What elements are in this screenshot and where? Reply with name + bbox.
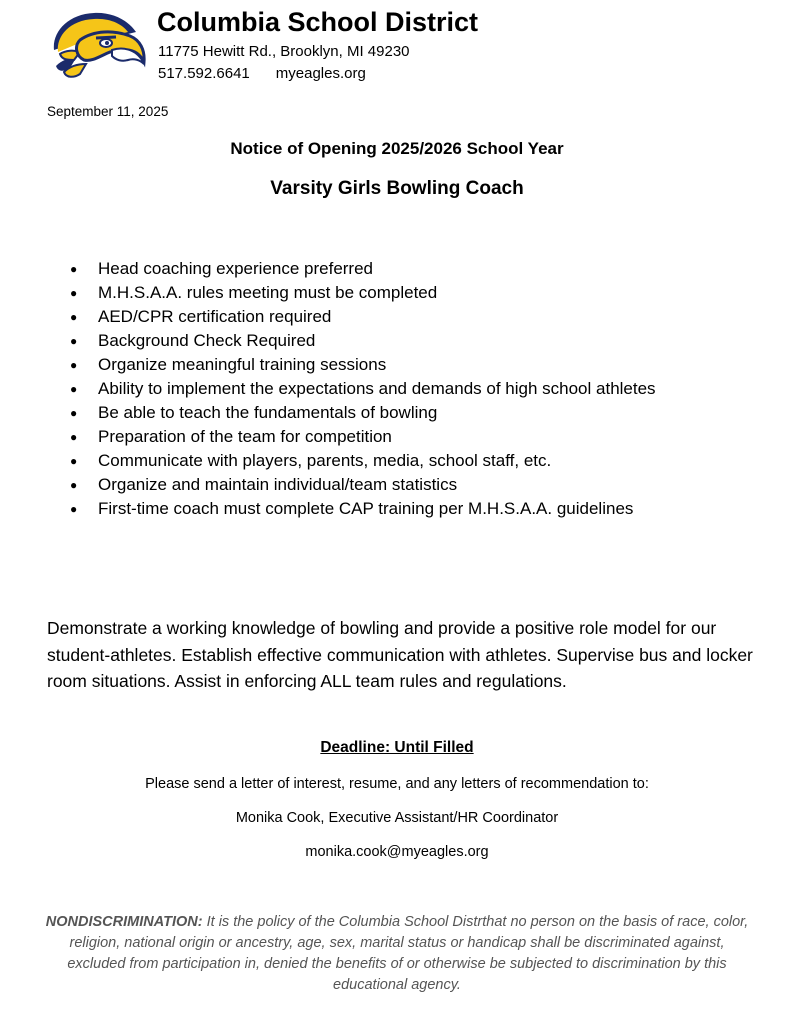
position-title: Varsity Girls Bowling Coach [270,178,524,199]
bullet-icon: ● [70,502,78,516]
bullet-icon: ● [70,454,78,468]
deadline-text: Deadline: Until Filled [320,739,474,756]
bullet-icon: ● [70,334,78,348]
nondiscrimination-text: It is the policy of the Columbia School Distrthat no person on the basis of race, color, religion, national origin or ancestry, age, sex, marital status or handicap shall be discriminated against, excluded from participation in, denied the benefits of or otherwise be subjected to discrimination by this educational agency. [67,914,749,993]
list-item: ● Preparation of the team for competition [0,425,656,449]
send-instructions: Please send a letter of interest, resume, and any letters of recommendation to: [145,776,649,792]
bullet-icon: ● [70,406,78,420]
list-item: ● M.H.S.A.A. rules meeting must be completed [0,281,656,305]
list-item: ● First-time coach must complete CAP training per M.H.S.A.A. guidelines [0,497,656,521]
contact-email[interactable]: monika.cook@myeagles.org [305,844,489,860]
bullet-icon: ● [70,382,78,396]
nondiscrimination-label: NONDISCRIMINATION: [45,914,203,930]
eagle-mascot-icon [50,10,146,82]
deadline [0,739,794,757]
nondiscrimination-statement [44,912,750,996]
list-item: ● Background Check Required [0,329,656,353]
bullet-icon: ● [70,430,78,444]
district-address: 11775 Hewitt Rd., Brooklyn, MI 49230 [158,43,410,60]
list-item: ● Ability to implement the expectations and demands of high school athletes [0,377,656,401]
list-item: ● Organize meaningful training sessions [0,353,656,377]
district-phone: 517.592.6641 [158,65,250,82]
list-item: ● Head coaching experience preferred [0,257,656,281]
notice-date: September 11, 2025 [47,104,169,119]
list-item: ● Communicate with players, parents, media, school staff, etc. [0,449,656,473]
list-item: ● Be able to teach the fundamentals of bowling [0,401,656,425]
district-contact [158,65,366,82]
notice-title: Notice of Opening 2025/2026 School Year [230,139,564,158]
district-name: Columbia School District [157,7,479,37]
list-item: ● Organize and maintain individual/team statistics [0,473,656,497]
bullet-icon: ● [70,262,78,276]
list-item: ● AED/CPR certification required [0,305,656,329]
bullet-icon: ● [70,358,78,372]
job-description: Demonstrate a working knowledge of bowling and provide a positive role model for our student-athletes. Establish effective communication with athletes. Supervise bus and locker room situations. Assist in enforcing ALL team rules and regulations. [47,618,753,691]
contact-person: Monika Cook, Executive Assistant/HR Coordinator [235,810,559,826]
requirements-list [0,257,656,521]
bullet-icon: ● [70,478,78,492]
eagle-logo-graphic [50,10,146,82]
district-website[interactable]: myeagles.org [275,65,366,82]
bullet-icon: ● [70,286,78,300]
bullet-icon: ● [70,310,78,324]
